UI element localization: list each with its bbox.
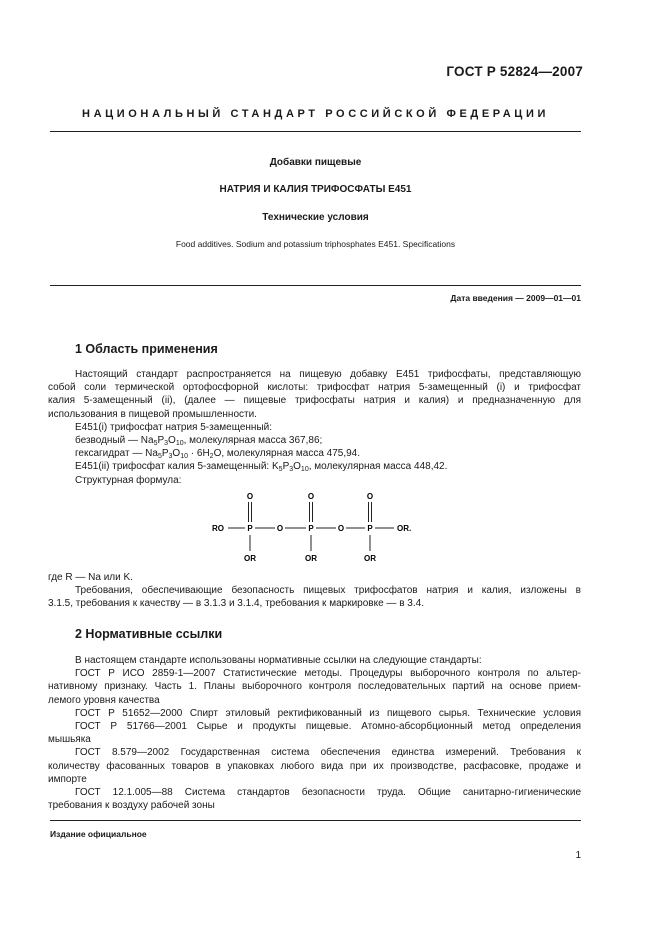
ref1-line3: лемого уровня качества — [48, 694, 160, 706]
official-edition: Издание официальное — [50, 829, 147, 839]
ref4-line1: ГОСТ 8.579—2002 Государственная система обеспечения единства измерений. Требования к — [75, 747, 581, 759]
p1-line1: Настоящий стандарт распространяется на пищевую добавку Е451 трифосфаты, представляющую — [75, 369, 581, 380]
doc-title-english: Food additives. Sodium and potassium triphosphates E451. Specifications — [175, 239, 456, 249]
p-atom-3: P — [367, 524, 373, 533]
ref2: ГОСТ Р 51652—2000 Спирт этиловый ректификованный из пищевого сырья. Технические условия — [75, 707, 581, 719]
o-top-2: O — [307, 492, 315, 501]
national-standard-title: НАЦИОНАЛЬНЫЙ СТАНДАРТ РОССИЙСКОЙ ФЕДЕРАЦИИ — [82, 108, 549, 120]
doc-title-line3: Технические условия — [262, 212, 369, 223]
p1-line4: использования в пищевой промышленности. — [48, 408, 257, 420]
anhydrous-line: безводный — $Na_5P_3O_{10}$, молекулярная масса 367,86; — [75, 435, 323, 448]
structural-label: Структурная формула: — [75, 474, 182, 486]
section2-body — [48, 654, 581, 812]
or-bottom-2: OR — [305, 554, 317, 563]
ref4-line2: количеству фасованных товаров в упаковках любого вида при их производстве, расфасовке, продаже и — [48, 760, 581, 772]
hexahydrate-line: гексагидрат — $Na_5P_3O_{10} \cdot 6H_2O$, молекулярная масса 475,94. — [75, 448, 361, 461]
page-number: 1 — [575, 850, 581, 861]
top-divider — [50, 131, 581, 132]
o-bridge-1: O — [276, 524, 284, 533]
refs-intro: В настоящем стандарте использованы нормативные ссылки на следующие стандарты: — [75, 655, 482, 666]
or-bottom-3: OR — [364, 554, 376, 563]
ref1-line2: нативному признаку. Часть 1. Планы выборочного контроля последовательных партий на основе прием- — [48, 681, 581, 693]
p2-line2: 3.1.5, требования к качеству — в 3.1.3 и 3.1.4, требования к маркировке — в 3.4. — [48, 598, 424, 610]
doc-title-line2: НАТРИЯ И КАЛИЯ ТРИФОСФАТЫ Е451 — [219, 184, 412, 195]
e451i-line: Е451(i) трифосфат натрия 5-замещенный: — [75, 421, 272, 433]
p2-line1: Требования, обеспечивающие безопасность пищевых трифосфатов натрия и калия, изложены в — [75, 585, 581, 597]
o-bridge-2: O — [337, 524, 345, 533]
doc-title-line1: Добавки пищевые — [269, 157, 362, 168]
intro-date: Дата введения — 2009—01—01 — [450, 293, 581, 303]
ref1-line1: ГОСТ Р ИСО 2859-1—2007 Статистические методы. Процедуры выборочного контроля по альтер- — [75, 668, 581, 680]
p1-line2: собой соли термической ортофосфорной кислоты: трифосфат натрия 5-замещенный (i) и трифосфат — [48, 382, 581, 394]
title-divider — [50, 285, 581, 286]
or-end: OR. — [397, 524, 412, 533]
standard-code: ГОСТ Р 52824—2007 — [446, 64, 583, 79]
section1-heading: 1 Область применения — [75, 342, 218, 356]
e451ii-line: Е451(ii) трифосфат калия 5-замещенный: $K_5P_3O_{10}$, молекулярная масса 448,42. — [75, 461, 448, 474]
ref3-line1: ГОСТ Р 51766—2001 Сырье и продукты пищевые. Атомно-абсорбционный метод определения — [75, 721, 581, 733]
where-line: где R — Na или K. — [48, 572, 133, 583]
section2-heading: 2 Нормативные ссылки — [75, 627, 223, 641]
section1-body-2 — [48, 571, 581, 611]
ref3-line2: мышьяка — [48, 734, 91, 746]
footer-divider — [50, 820, 581, 821]
or-bottom-1: OR — [244, 554, 256, 563]
p-atom-2: P — [308, 524, 314, 533]
p1-line3: калия 5-замещенный (ii), (далее — пищевые трифосфаты натрия и калия) и предназначенную для — [48, 395, 581, 407]
section1-body — [48, 368, 581, 487]
ro-group: RO — [212, 524, 224, 533]
ref4-line3: импорте — [48, 773, 87, 785]
p-atom-1: P — [247, 524, 253, 533]
o-top-3: O — [366, 492, 374, 501]
ref5-line1: ГОСТ 12.1.005—88 Система стандартов безопасности труда. Общие санитарно-гигиенические — [75, 787, 581, 799]
structural-formula — [210, 489, 430, 565]
o-top-1: O — [246, 492, 254, 501]
ref5-line2: требования к воздуху рабочей зоны — [48, 800, 215, 812]
